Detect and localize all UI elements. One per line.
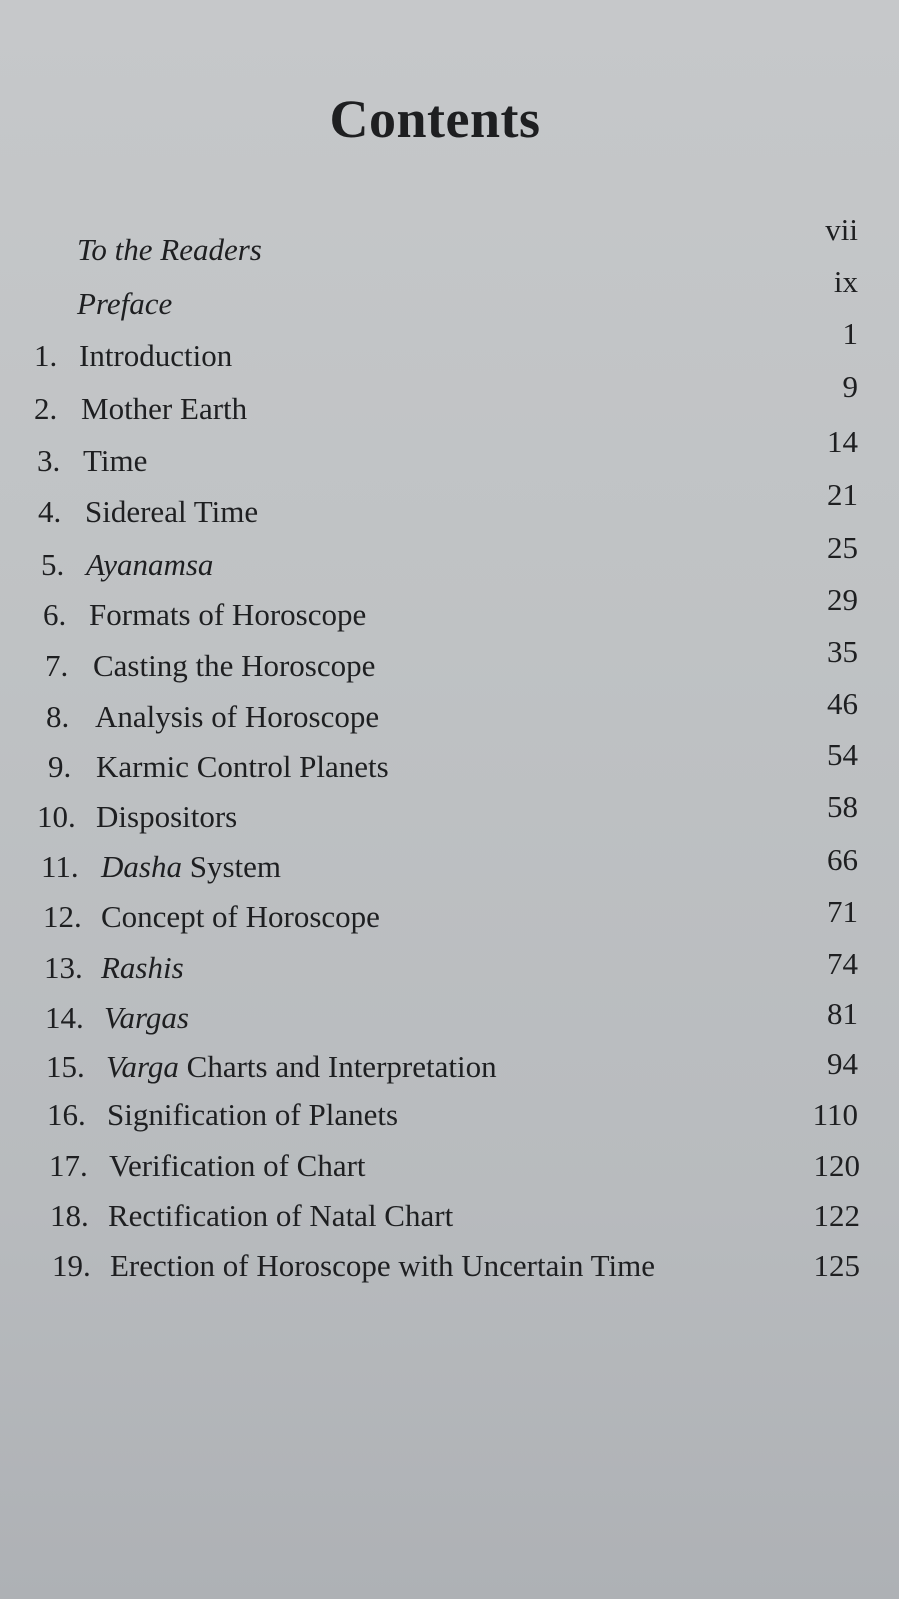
toc-page-number: 74 <box>827 946 858 981</box>
toc-chapter-number: 17. <box>49 1148 88 1183</box>
toc-entry-label: Analysis of Horoscope <box>95 699 380 734</box>
toc-entry-chapter-5 <box>41 547 213 583</box>
toc-page-number: 58 <box>827 789 858 824</box>
toc-chapter-number: 10. <box>37 799 76 834</box>
toc-entry-label: Sidereal Time <box>85 494 259 529</box>
toc-entry-chapter-13 <box>44 950 184 986</box>
toc-entry-label: Introduction <box>79 338 233 373</box>
toc-entry-label-rest: Charts and Interpretation <box>178 1049 497 1084</box>
toc-page-number: 125 <box>813 1248 860 1283</box>
toc-page-number: 14 <box>827 424 858 459</box>
toc-chapter-number: 3. <box>37 443 61 478</box>
toc-entry-label: Concept of Horoscope <box>101 899 380 934</box>
toc-entry-label: Mother Earth <box>81 391 248 426</box>
toc-chapter-number: 14. <box>45 1000 84 1035</box>
toc-page-number: 120 <box>813 1148 860 1183</box>
toc-page-number: 25 <box>827 530 858 565</box>
toc-chapter-number: 1. <box>34 338 58 373</box>
toc-chapter-number: 19. <box>52 1248 91 1283</box>
toc-chapter-number: 15. <box>46 1049 85 1084</box>
page-title: Contents <box>329 89 541 149</box>
toc-chapter-number: 6. <box>43 597 67 632</box>
toc-entry-chapter-7 <box>45 648 375 684</box>
toc-chapter-number: 16. <box>47 1097 86 1132</box>
toc-chapter-number: 9. <box>48 749 72 784</box>
toc-page-number: 9 <box>842 369 858 404</box>
toc-entry-chapter-16 <box>47 1097 398 1133</box>
toc-entry-label: Erection of Horoscope with Uncertain Time <box>110 1248 655 1283</box>
toc-page-number: 21 <box>827 477 858 512</box>
toc-entry-chapter-15 <box>46 1049 497 1085</box>
toc-entry-label: Karmic Control Planets <box>96 749 389 784</box>
toc-entry-chapter-8 <box>46 699 379 735</box>
toc-chapter-number: 18. <box>50 1198 89 1233</box>
toc-entry-label: Preface <box>77 286 173 321</box>
toc-entry-to-the-readers <box>77 232 262 268</box>
toc-page-number: 110 <box>812 1097 858 1132</box>
toc-entry-label: Formats of Horoscope <box>89 597 367 632</box>
toc-page-number: 54 <box>827 737 858 772</box>
toc-entry-italic-term: Rashis <box>101 950 184 985</box>
toc-entry-label: Dispositors <box>96 799 238 834</box>
toc-entry-italic-term: Varga <box>106 1049 179 1084</box>
toc-page-number: vii <box>825 212 858 247</box>
toc-page-number: 94 <box>827 1046 858 1081</box>
toc-entry-chapter-19 <box>52 1248 655 1284</box>
toc-entry-chapter-3 <box>37 443 147 479</box>
toc-page-number: 29 <box>827 582 858 617</box>
toc-chapter-number: 2. <box>34 391 58 426</box>
toc-entry-italic-term: Dasha <box>101 849 182 884</box>
toc-entry-italic-term: Vargas <box>104 1000 189 1035</box>
toc-entry-chapter-11 <box>41 849 281 885</box>
toc-entry-chapter-17 <box>49 1148 366 1184</box>
toc-entry-label: Verification of Chart <box>109 1148 366 1183</box>
toc-chapter-number: 7. <box>45 648 69 683</box>
toc-entry-italic-term: Ayanamsa <box>86 547 214 582</box>
toc-entry-chapter-14 <box>45 1000 189 1036</box>
toc-page-number: 71 <box>827 894 858 929</box>
toc-entry-label-rest: System <box>181 849 281 884</box>
toc-entry-chapter-2 <box>34 391 247 427</box>
toc-page-number: 1 <box>842 316 858 351</box>
toc-page-number: 66 <box>827 842 858 877</box>
toc-chapter-number: 13. <box>44 950 83 985</box>
toc-entry-label: Rectification of Natal Chart <box>108 1198 454 1233</box>
toc-entry-chapter-9 <box>48 749 389 785</box>
toc-entry-chapter-6 <box>43 597 366 633</box>
toc-chapter-number: 8. <box>46 699 70 734</box>
toc-page-number: ix <box>833 264 858 299</box>
toc-entry-chapter-10 <box>37 799 237 835</box>
toc-page-number: 122 <box>813 1198 860 1233</box>
toc-entry-preface <box>77 286 172 322</box>
toc-entry-chapter-12 <box>43 899 380 935</box>
toc-chapter-number: 4. <box>38 494 62 529</box>
toc-entry-label: Signification of Planets <box>107 1097 399 1132</box>
toc-chapter-number: 11. <box>41 849 79 884</box>
toc-chapter-number: 5. <box>41 547 65 582</box>
toc-entry-chapter-1 <box>34 338 232 374</box>
toc-page-number: 46 <box>827 686 858 721</box>
toc-chapter-number: 12. <box>43 899 82 934</box>
toc-entry-label: Casting the Horoscope <box>93 648 376 683</box>
toc-page-number: 81 <box>827 996 858 1031</box>
toc-page-number: 35 <box>827 634 858 669</box>
toc-entry-chapter-18 <box>50 1198 453 1234</box>
toc-entry-label: Time <box>83 443 148 478</box>
toc-entry-label: To the Readers <box>77 232 262 267</box>
toc-entry-chapter-4 <box>38 494 258 530</box>
